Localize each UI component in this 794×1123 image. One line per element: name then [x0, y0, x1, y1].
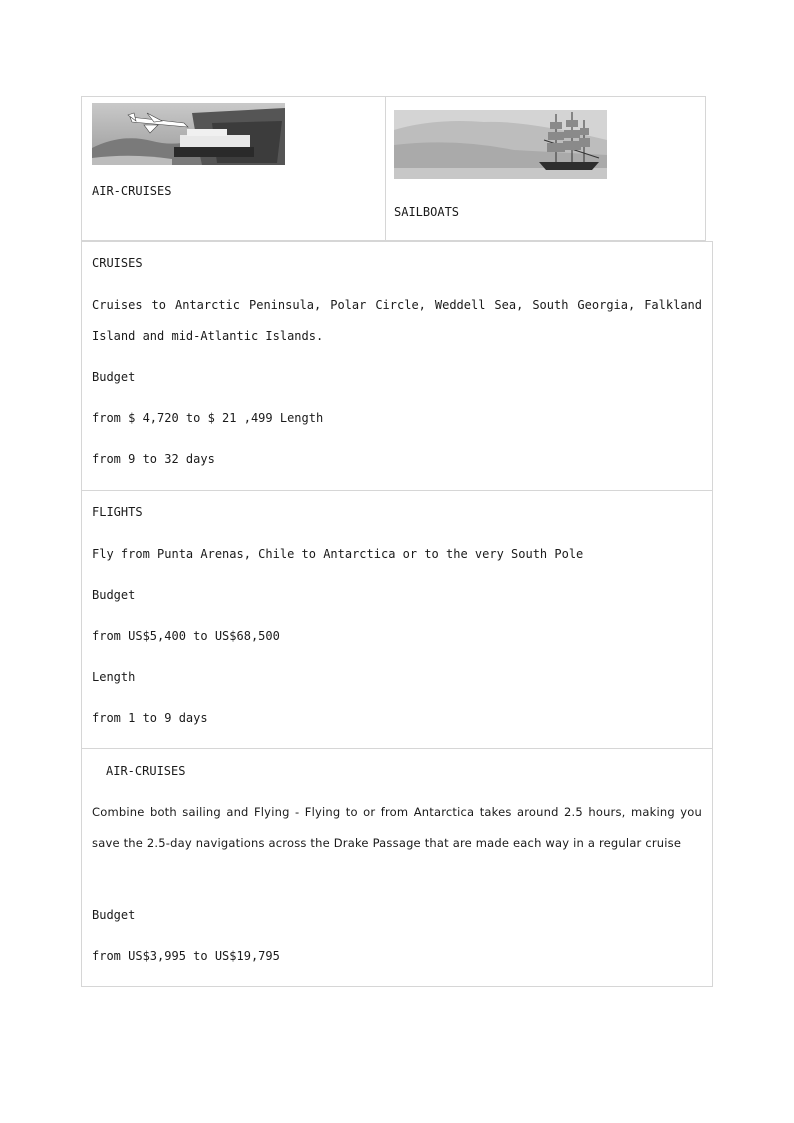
cruises-section [81, 241, 713, 491]
flights-section [81, 490, 713, 749]
photo-table [81, 96, 706, 241]
flights-length-value: from 1 to 9 days [92, 711, 208, 725]
tall-ship-photo [394, 110, 607, 179]
air-cruises-description: Combine both sailing and Flying - Flying to or from Antarctica takes around 2.5 hours, making you save the 2.5-day navigations across the Drake Passage that are made each way in a regular cruise [92, 805, 702, 850]
flights-length-label: Length [92, 670, 136, 684]
air-cruises-budget-label: Budget [92, 908, 136, 922]
air-cruises-section [81, 748, 713, 987]
air-cruises-budget-value: from US$3,995 to US$19,795 [92, 949, 280, 963]
flights-description: Fly from Punta Arenas, Chile to Antarctica or to the very South Pole [92, 547, 584, 561]
cruises-title: CRUISES [92, 256, 143, 270]
cruises-description: Cruises to Antarctic Peninsula, Polar Circle, Weddell Sea, South Georgia, Falkland Island and mid-Atlantic Islands. [92, 298, 702, 343]
air-cruises-caption: AIR-CRUISES [92, 184, 172, 198]
flights-budget-value: from US$5,400 to US$68,500 [92, 629, 280, 643]
air-cruises-title: AIR-CRUISES [106, 764, 186, 778]
flights-title: FLIGHTS [92, 505, 143, 519]
cruises-budget-label: Budget [92, 370, 136, 384]
flights-budget-label: Budget [92, 588, 136, 602]
sailboats-card [385, 97, 705, 240]
air-cruises-card [82, 97, 386, 240]
plane-and-ship-photo [92, 103, 285, 165]
cruises-length-value: from 9 to 32 days [92, 452, 215, 466]
cruises-budget-value: from $ 4,720 to $ 21 ,499 Length [92, 411, 324, 425]
sailboats-caption: SAILBOATS [394, 205, 460, 219]
